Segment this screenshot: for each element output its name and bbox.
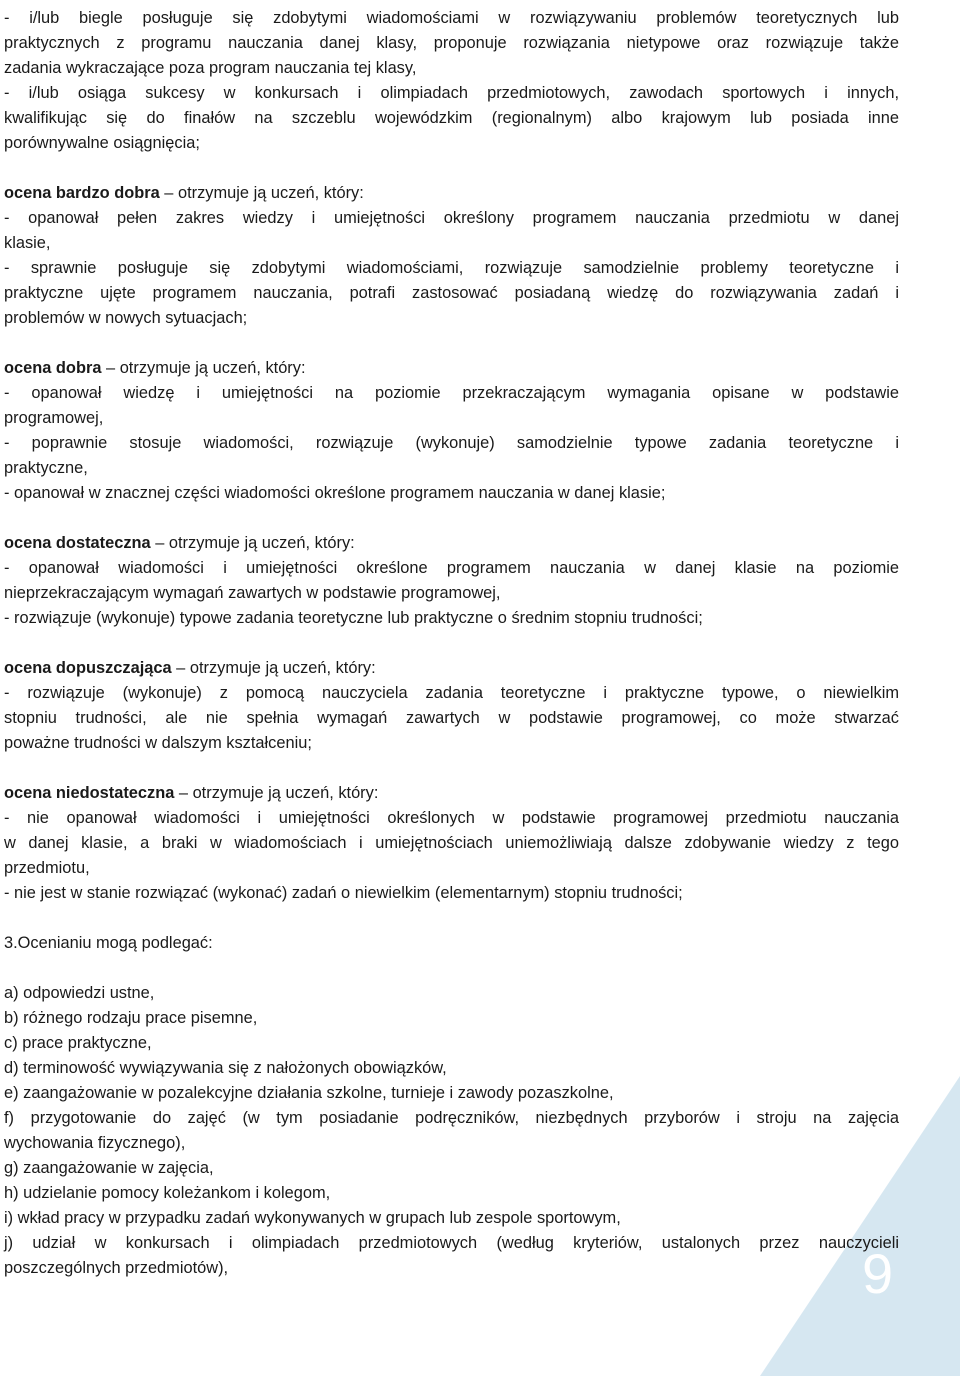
line-text: poszczególnych przedmiotów),: [4, 1259, 229, 1277]
line-text: e) zaangażowanie w pozalekcyjne działania szkolne, turnieje i zawody pozaszkolne,: [4, 1084, 614, 1102]
text-line: [4, 556, 899, 581]
line-text: - i/lub biegle posługuje się zdobytymi wiadomościami w rozwiązywaniu problemów teoretycznych lub: [4, 9, 899, 27]
grade-heading-line: [4, 531, 899, 556]
text-line: [4, 981, 899, 1006]
line-text: w danej klasie, a braki w wiadomościach i umiejętnościach uniemożliwiają dalsze zdobywanie wiedzy z tego: [4, 834, 899, 852]
line-text: - opanował pełen zakres wiedzy i umiejętności określony programem nauczania przedmiotu w danej: [4, 209, 899, 227]
line-text: praktyczne,: [4, 459, 88, 477]
grade-heading-line: [4, 781, 899, 806]
text-line: [4, 31, 899, 56]
line-text: - opanował w znacznej części wiadomości określone programem nauczania w danej klasie;: [4, 484, 666, 502]
grade-name: ocena dobra: [4, 359, 102, 377]
text-line: [4, 1206, 899, 1231]
text-line: [4, 281, 899, 306]
grade-name: ocena niedostateczna: [4, 784, 175, 802]
text-line: [4, 1181, 899, 1206]
text-line: [4, 806, 899, 831]
line-text: nieprzekraczającym wymagań zawartych w podstawie programowej,: [4, 584, 501, 602]
text-line: [4, 1256, 899, 1281]
line-text: - nie opanował wiadomości i umiejętności określonych w podstawie programowej przedmiotu nauczania: [4, 809, 899, 827]
grade-heading-line: [4, 356, 899, 381]
text-line: [4, 581, 899, 606]
grade-name: ocena bardzo dobra: [4, 184, 160, 202]
line-text: problemów w nowych sytuacjach;: [4, 309, 248, 327]
text-line: [4, 6, 899, 31]
line-text: – otrzymuje ją uczeń, który:: [171, 659, 376, 677]
line-text: - nie jest w stanie rozwiązać (wykonać) zadań o niewielkim (elementarnym) stopniu trudności;: [4, 884, 683, 902]
line-text: - poprawnie stosuje wiadomości, rozwiązuje (wykonuje) samodzielnie typowe zadania teoretyczne i: [4, 434, 899, 452]
grade-name: ocena dostateczna: [4, 534, 151, 552]
line-text: wychowania fizycznego),: [4, 1134, 186, 1152]
text-line: [4, 856, 899, 881]
line-text: kwalifikując się do finałów na szczeblu wojewódzkim (regionalnym) albo krajowym lub posiada inne: [4, 109, 899, 127]
line-text: j) udział w konkursach i olimpiadach przedmiotowych (według kryteriów, ustalonych przez nauczycieli: [4, 1234, 899, 1252]
text-line: [4, 1131, 899, 1156]
line-text: praktycznych z programu nauczania danej klasy, proponuje rozwiązania nietypowe oraz rozwiązuje także: [4, 34, 899, 52]
text-line: [4, 431, 899, 456]
text-line: [4, 1056, 899, 1081]
text-line: [4, 606, 899, 631]
line-text: stopniu trudności, ale nie spełnia wymagań zawartych w podstawie programowej, co może stwarzać: [4, 709, 899, 727]
line-text: - opanował wiadomości i umiejętności określone programem nauczania w danej klasie na poziomie: [4, 559, 899, 577]
line-text: poważne trudności w dalszym kształceniu;: [4, 734, 312, 752]
text-line: [4, 406, 899, 431]
line-text: przedmiotu,: [4, 859, 90, 877]
line-text: zadania wykraczające poza program nauczania tej klasy,: [4, 59, 417, 77]
line-text: - opanował wiedzę i umiejętności na poziomie przekraczającym wymagania opisane w podstawie: [4, 384, 899, 402]
line-text: h) udzielanie pomocy koleżankom i kolegom,: [4, 1184, 331, 1202]
line-text: praktyczne ujęte programem nauczania, potrafi zastosować posiadaną wiedzę do rozwiązywania zadań i: [4, 284, 899, 302]
line-text: i) wkład pracy w przypadku zadań wykonywanych w grupach lub zespole sportowym,: [4, 1209, 621, 1227]
text-line: [4, 481, 899, 506]
text-line: [4, 1081, 899, 1106]
text-line: [4, 881, 899, 906]
line-text: 3.Ocenianiu mogą podlegać:: [4, 934, 213, 952]
line-text: – otrzymuje ją uczeń, który:: [159, 184, 364, 202]
text-line: [4, 1231, 899, 1256]
text-line: [4, 1156, 899, 1181]
page-number: 9: [862, 1242, 894, 1305]
line-text: – otrzymuje ją uczeń, który:: [101, 359, 306, 377]
text-line: [4, 1006, 899, 1031]
text-line: [4, 1031, 899, 1056]
line-text: - sprawnie posługuje się zdobytymi wiadomościami, rozwiązuje samodzielnie problemy teoretyczne i: [4, 259, 899, 277]
line-text: c) prace praktyczne,: [4, 1034, 152, 1052]
line-text: b) różnego rodzaju prace pisemne,: [4, 1009, 258, 1027]
line-text: programowej,: [4, 409, 104, 427]
grade-heading-line: [4, 656, 899, 681]
line-text: klasie,: [4, 234, 51, 252]
line-text: porównywalne osiągnięcia;: [4, 134, 200, 152]
line-text: - i/lub osiąga sukcesy w konkursach i olimpiadach przedmiotowych, zawodach sportowych i innych,: [4, 84, 899, 102]
text-line: [4, 1106, 899, 1131]
text-line: [4, 131, 899, 156]
text-line: [4, 81, 899, 106]
text-line: [4, 206, 899, 231]
text-line: [4, 456, 899, 481]
grade-heading-line: [4, 181, 899, 206]
line-text: - rozwiązuje (wykonuje) z pomocą nauczyciela zadania teoretyczne i praktyczne typowe, o niewielkim: [4, 684, 899, 702]
line-text: d) terminowość wywiązywania się z nałożonych obowiązków,: [4, 1059, 447, 1077]
line-text: f) przygotowanie do zajęć (w tym posiadanie podręczników, niezbędnych przyborów i stroju na zajęcia: [4, 1109, 899, 1127]
text-line: [4, 681, 899, 706]
text-line: [4, 231, 899, 256]
line-text: g) zaangażowanie w zajęcia,: [4, 1159, 214, 1177]
line-text: a) odpowiedzi ustne,: [4, 984, 155, 1002]
text-line: [4, 381, 899, 406]
text-line: [4, 706, 899, 731]
text-line: [4, 256, 899, 281]
line-text: – otrzymuje ją uczeń, który:: [150, 534, 355, 552]
grade-name: ocena dopuszczająca: [4, 659, 172, 677]
text-line: [4, 56, 899, 81]
text-line: [4, 106, 899, 131]
line-text: - rozwiązuje (wykonuje) typowe zadania teoretyczne lub praktyczne o średnim stopniu trudności;: [4, 609, 703, 627]
line-text: – otrzymuje ją uczeń, który:: [174, 784, 379, 802]
text-line: [4, 931, 899, 956]
text-line: [4, 306, 899, 331]
text-line: [4, 831, 899, 856]
text-line: [4, 731, 899, 756]
